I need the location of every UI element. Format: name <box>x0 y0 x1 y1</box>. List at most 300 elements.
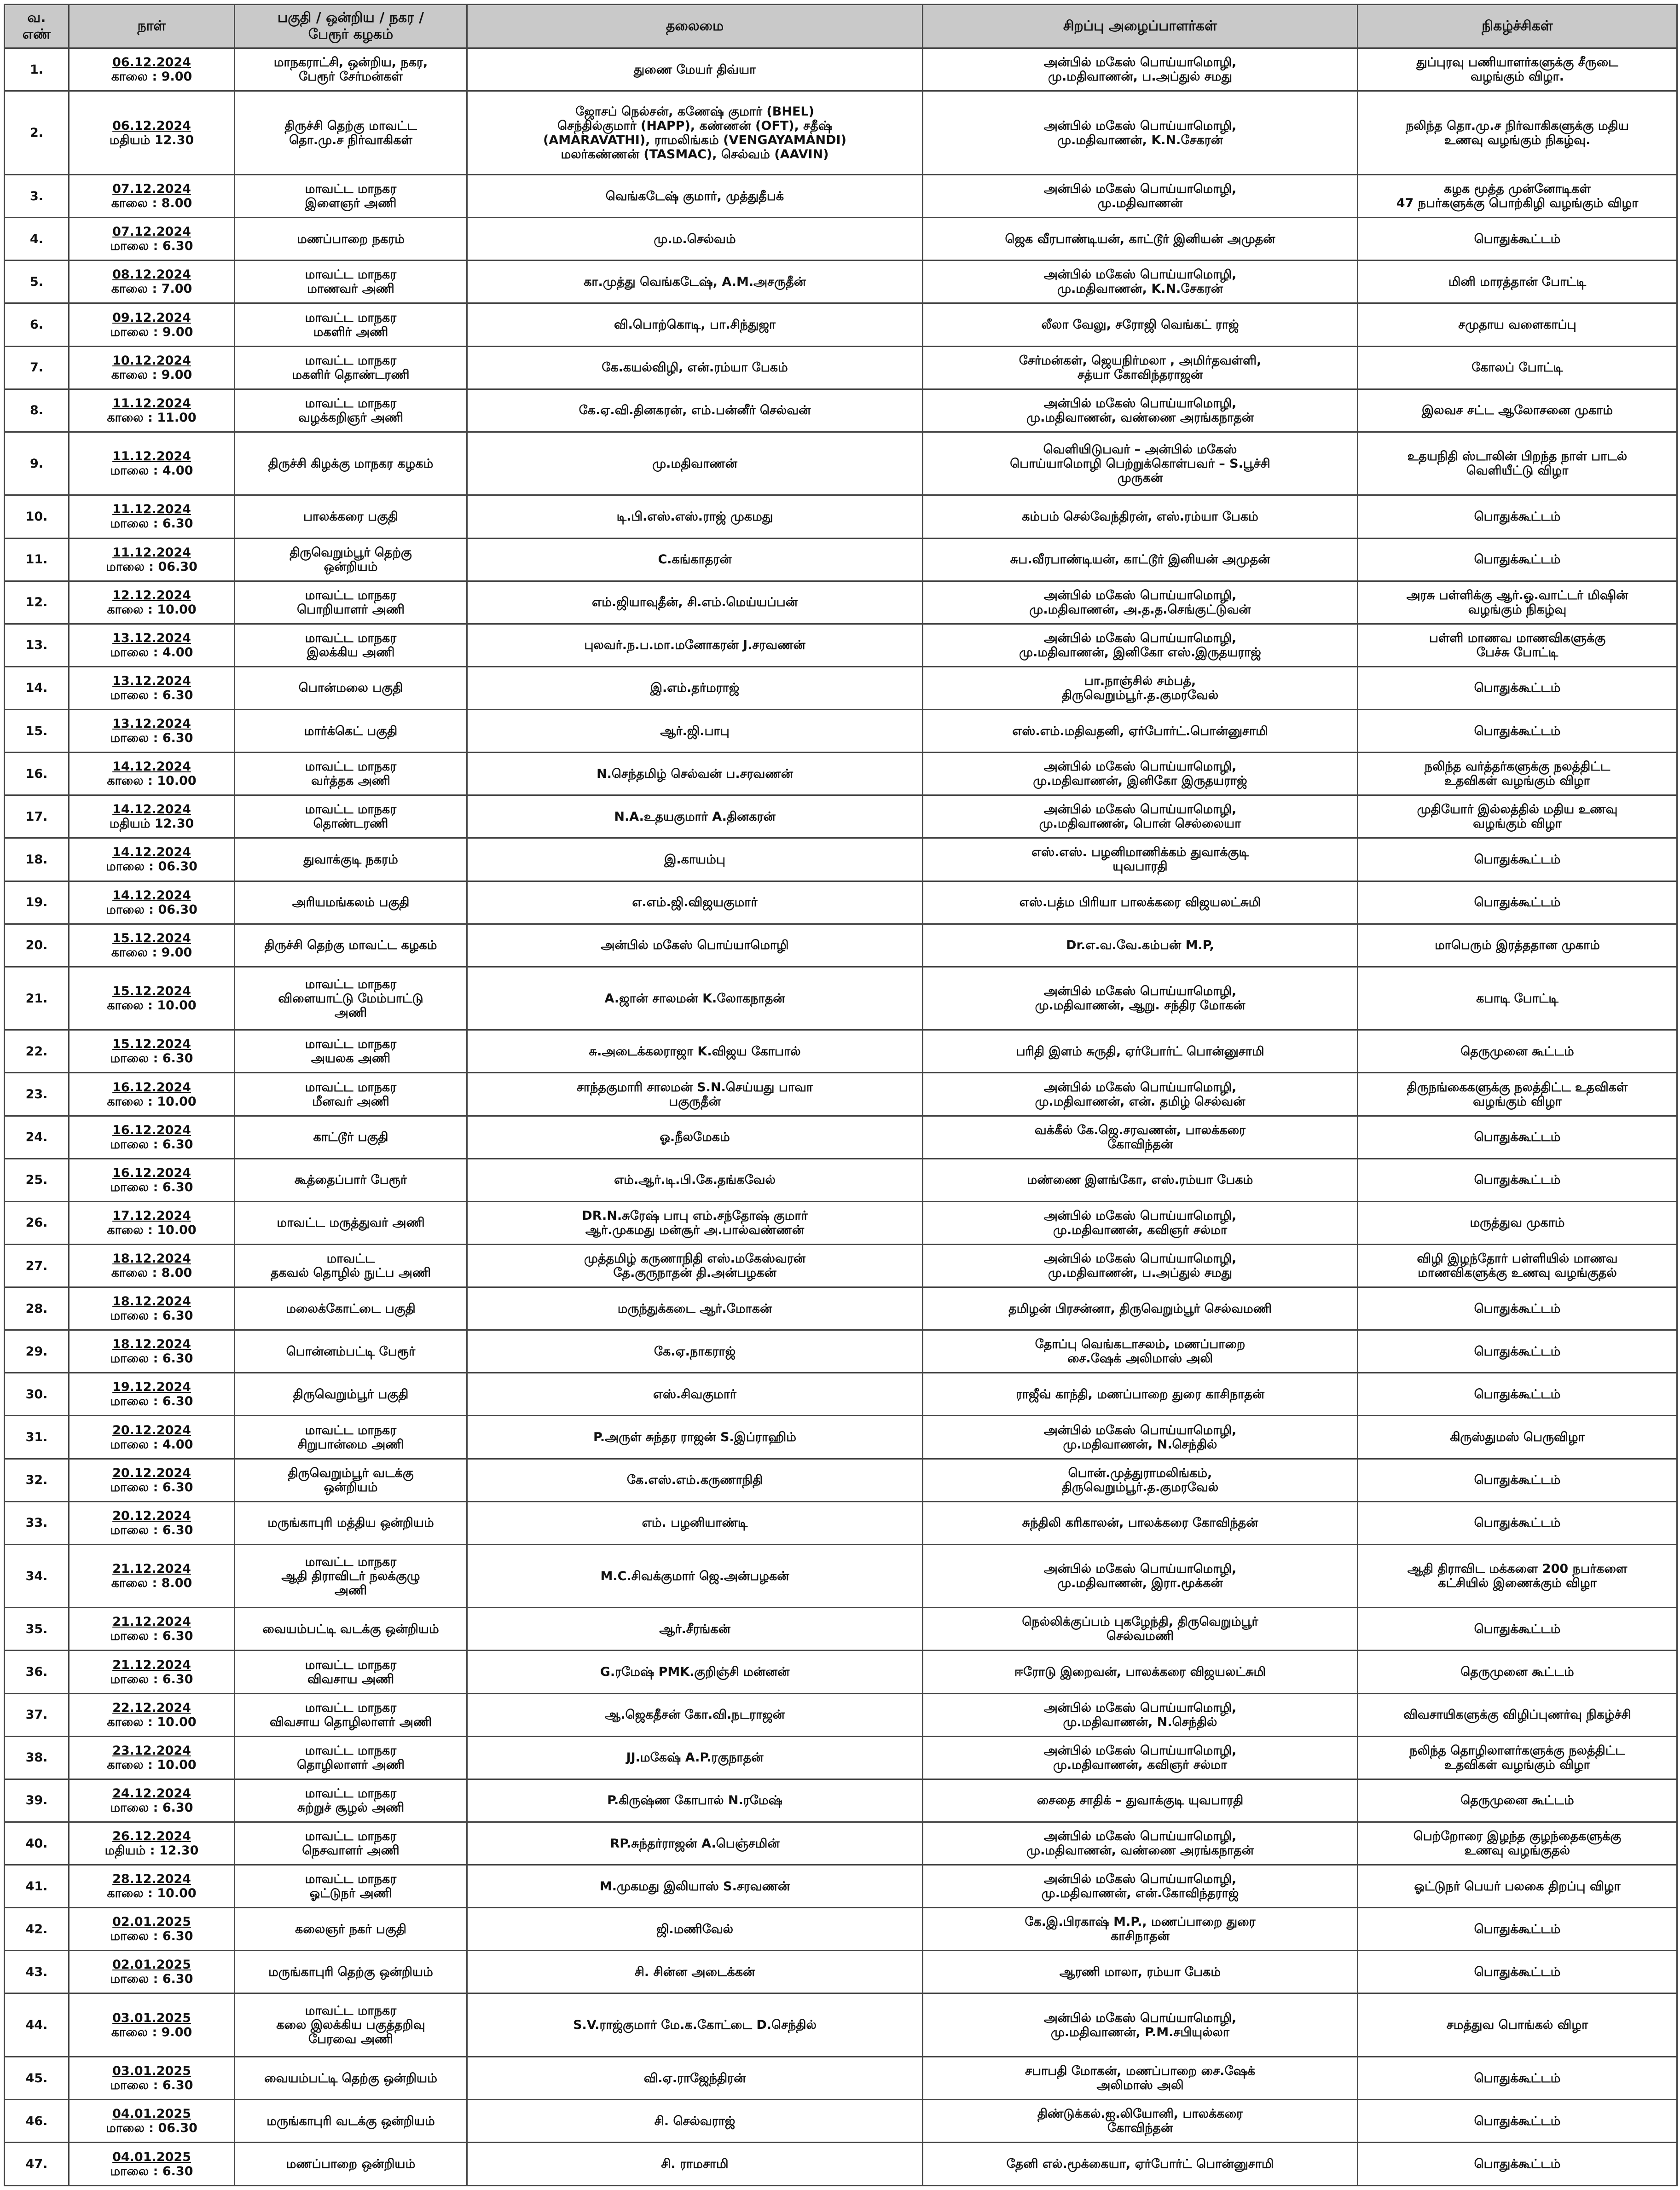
cell-special-guests <box>923 1030 1358 1073</box>
text-line: மாநகராட்சி, ஒன்றிய, நகர, <box>273 55 428 70</box>
cell-date-time <box>69 1073 235 1116</box>
cell-text <box>1363 449 1672 478</box>
text-line: மாலை : 6.30 <box>110 516 193 531</box>
text-line: பொறியாளர் அணி <box>297 602 405 617</box>
cell-text <box>10 1879 64 1894</box>
cell-text <box>1363 1562 1672 1590</box>
text-line: விவசாயிகளுக்கு விழிப்புணர்வு நிகழ்ச்சி <box>1403 1708 1631 1722</box>
cell-text <box>10 595 64 609</box>
header-date <box>69 5 235 48</box>
cell-special-guests <box>923 1287 1358 1330</box>
text-line: பரிதி இளம் சுருதி, ஏர்போர்ட் பொன்னுசாமி <box>1016 1044 1264 1059</box>
cell-date-time <box>69 261 235 303</box>
text-line: பகுதி / ஒன்றிய / நகர / <box>277 10 424 26</box>
cell-text <box>472 1922 917 1936</box>
text-line: மாவட்ட மாநகர <box>305 1037 397 1052</box>
cell-date-time <box>69 924 235 967</box>
text-line: 30. <box>25 1387 48 1402</box>
cell-text <box>1363 2157 1672 2171</box>
cell-event <box>1358 1459 1677 1501</box>
cell-text <box>928 724 1352 738</box>
cell-event <box>1358 624 1677 666</box>
text-line: லீலா வேலு, சரோஜி வெங்கட் ராஜ் <box>1041 318 1239 332</box>
text-line: அணி <box>334 1583 367 1598</box>
cell-text <box>472 810 917 824</box>
cell-text <box>1363 1080 1672 1109</box>
cell-area <box>235 1993 467 2057</box>
cell-text <box>928 182 1352 210</box>
cell-serial-number <box>5 1116 69 1159</box>
text-line: மருங்காபுரி வடக்கு ஒன்றியம் <box>266 2114 435 2128</box>
text-line: பொதுக்கூட்டம் <box>1474 1130 1561 1145</box>
text-line: 24.12.2024 <box>112 1786 191 1801</box>
cell-serial-number <box>5 1244 69 1287</box>
text-line: உதவிகள் வழங்கும் விழா <box>1444 1757 1590 1772</box>
cell-date-time <box>69 2057 235 2100</box>
cell-text <box>928 938 1352 952</box>
cell-text <box>10 275 64 289</box>
cell-event <box>1358 432 1677 495</box>
text-line: 47 நபர்களுக்கு பொற்கிழி வழங்கும் விழா <box>1396 196 1639 211</box>
text-line: தே.குருநாதன் தி.அன்பழகன் <box>613 1266 776 1280</box>
table-row <box>5 666 1677 709</box>
text-line: 03.01.2025 <box>112 2064 191 2079</box>
cell-text <box>10 1965 64 1979</box>
text-line: இ.எம்.தர்மராஜ் <box>650 681 740 695</box>
text-line: 20.12.2024 <box>112 1423 191 1437</box>
text-line: ராஜீவ் காந்தி, மணப்பாறை துரை காசிநாதன் <box>1015 1387 1265 1402</box>
cell-serial-number <box>5 795 69 838</box>
cell-text <box>472 275 917 289</box>
cell-text <box>472 1130 917 1144</box>
cell-special-guests <box>923 924 1358 967</box>
cell-text <box>1363 1793 1672 1808</box>
text-line: ஆர்.ஜி.பாபு <box>660 724 730 738</box>
cell-text <box>74 1829 229 1858</box>
cell-text <box>10 1302 64 1316</box>
text-line: மாலை : 06.30 <box>106 902 197 917</box>
cell-special-guests <box>923 1373 1358 1416</box>
text-line: தொண்டரணி <box>313 817 388 831</box>
text-line: மு.மதிவாணன், வண்ணை அரங்கநாதன் <box>1026 410 1254 425</box>
cell-text <box>10 126 64 140</box>
cell-text <box>74 1915 229 1943</box>
cell-text <box>10 1837 64 1851</box>
cell-text <box>1363 1344 1672 1359</box>
cell-date-time <box>69 389 235 432</box>
cell-event <box>1358 1544 1677 1608</box>
cell-serial-number <box>5 1330 69 1373</box>
text-line: சி. சின்ன அடைக்கன் <box>634 1964 755 1979</box>
cell-event <box>1358 666 1677 709</box>
text-line: மு.ம.செல்வம் <box>654 232 736 246</box>
text-line: பொதுக்கூட்டம் <box>1474 2157 1561 2172</box>
cell-text <box>240 1302 462 1316</box>
cell-chair <box>467 710 923 753</box>
cell-area <box>235 2057 467 2100</box>
table-row <box>5 1736 1677 1779</box>
cell-text <box>472 104 917 162</box>
cell-text <box>240 1423 462 1452</box>
cell-serial-number <box>5 48 69 91</box>
text-line: மாலை : 6.30 <box>110 1180 193 1194</box>
text-line: மாலை : 4.00 <box>110 645 193 660</box>
text-line: மதியம் 12.30 <box>109 133 194 147</box>
table-row <box>5 1459 1677 1501</box>
cell-text <box>1363 1965 1672 1979</box>
text-line: அன்பில் மகேஸ் பொய்யாமொழி, <box>1043 2010 1237 2025</box>
cell-text <box>240 1922 462 1936</box>
cell-text <box>74 2011 229 2039</box>
text-line: மு.மதிவாணன், K.N.சேகரன் <box>1057 133 1223 147</box>
cell-chair <box>467 795 923 838</box>
cell-text <box>1363 631 1672 660</box>
table-row <box>5 1544 1677 1608</box>
text-line: தொழிலாளர் அணி <box>297 1757 405 1772</box>
cell-text <box>472 895 917 910</box>
cell-text <box>240 1872 462 1900</box>
text-line: பொதுக்கூட்டம் <box>1474 1387 1561 1402</box>
text-line: 1. <box>29 62 44 77</box>
text-line: 19. <box>25 895 48 910</box>
cell-area <box>235 1459 467 1501</box>
text-line: N.செந்தமிழ் செல்வன் ப.சரவணன் <box>597 766 793 781</box>
cell-text <box>472 189 917 203</box>
cell-text <box>240 1080 462 1109</box>
text-line: 19.12.2024 <box>112 1380 191 1395</box>
cell-date-time <box>69 1287 235 1330</box>
text-line: சுப.வீரபாண்டியன், காட்டூர் இனியன் அமுதன் <box>1010 552 1270 567</box>
cell-text <box>10 991 64 1006</box>
cell-text <box>10 1087 64 1101</box>
cell-serial-number <box>5 261 69 303</box>
cell-serial-number <box>5 1908 69 1951</box>
text-line: மாலை : 6.30 <box>110 2078 193 2093</box>
table-row <box>5 624 1677 666</box>
cell-text <box>74 1294 229 1323</box>
text-line: 36. <box>25 1665 48 1680</box>
text-line: பொதுக்கூட்டம் <box>1474 724 1561 738</box>
text-line: டி.பி.எஸ்.எஸ்.ராஜ் முகமது <box>616 509 773 524</box>
cell-area <box>235 1651 467 1693</box>
cell-text <box>74 717 229 745</box>
text-line: 18. <box>25 852 48 867</box>
cell-date-time <box>69 1951 235 1993</box>
cell-event <box>1358 924 1677 967</box>
cell-text <box>928 1209 1352 1237</box>
text-line: காலை : 9.00 <box>111 70 192 84</box>
text-line: அன்பில் மகேஸ் பொய்யாமொழி, <box>1043 1208 1237 1223</box>
text-line: கா.முத்து வெங்கடேஷ், A.M.அசருதீன் <box>584 274 806 289</box>
text-line: சை.ஷேக் அலிமாஸ் அலி <box>1067 1351 1213 1366</box>
cell-text <box>928 353 1352 382</box>
cell-special-guests <box>923 261 1358 303</box>
cell-special-guests <box>923 1501 1358 1544</box>
text-line: வ. <box>27 10 46 26</box>
cell-text <box>472 1708 917 1722</box>
text-line: ஆதி திராவிட மக்களை 200 நபர்களை <box>1407 1562 1628 1576</box>
text-line: மு.மதிவாணன், இனிகோ எஸ்.இருதயராஜ் <box>1019 645 1261 660</box>
cell-text <box>472 1879 917 1894</box>
cell-date-time <box>69 1651 235 1693</box>
cell-special-guests <box>923 218 1358 261</box>
cell-text <box>74 984 229 1013</box>
table-row <box>5 389 1677 432</box>
text-line: 42. <box>25 1922 48 1936</box>
text-line: 18.12.2024 <box>112 1337 191 1352</box>
cell-text <box>240 1658 462 1686</box>
cell-text <box>1363 759 1672 788</box>
cell-text <box>10 403 64 417</box>
text-line: 34. <box>25 1569 48 1583</box>
cell-text <box>74 449 229 478</box>
cell-text <box>472 1344 917 1359</box>
header-label <box>472 18 917 35</box>
cell-date-time <box>69 753 235 795</box>
cell-serial-number <box>5 218 69 261</box>
text-line: 46. <box>25 2114 48 2128</box>
cell-date-time <box>69 710 235 753</box>
text-line: பொதுக்கூட்டம் <box>1474 232 1561 246</box>
cell-chair <box>467 175 923 218</box>
cell-text <box>1363 1665 1672 1679</box>
cell-text <box>10 552 64 567</box>
text-line: யுவபாரதி <box>1112 859 1168 874</box>
header-area <box>235 5 467 48</box>
table-row <box>5 924 1677 967</box>
header-label <box>240 10 462 43</box>
text-line: பொன்மலை பகுதி <box>298 681 403 695</box>
text-line: கலை இலக்கிய பகுத்தறிவு <box>276 2018 425 2033</box>
cell-text <box>10 852 64 867</box>
cell-chair <box>467 1116 923 1159</box>
cell-text <box>240 510 462 524</box>
text-line: மாலை : 6.30 <box>110 1672 193 1686</box>
cell-text <box>1363 360 1672 375</box>
text-line: சிறப்பு அழைப்பாளர்கள் <box>1063 18 1217 34</box>
cell-chair <box>467 1073 923 1116</box>
text-line: வழங்கும் நிகழ்வு <box>1468 602 1567 617</box>
cell-serial-number <box>5 624 69 666</box>
text-line: தெருமுனை கூட்டம் <box>1460 1665 1574 1680</box>
cell-serial-number <box>5 389 69 432</box>
cell-special-guests <box>923 1201 1358 1244</box>
cell-serial-number <box>5 1736 69 1779</box>
cell-text <box>74 888 229 917</box>
text-line: மார்க்கெட் பகுதி <box>304 724 398 738</box>
cell-event <box>1358 1330 1677 1373</box>
cell-date-time <box>69 1030 235 1073</box>
text-line: விழி இழந்தோர் பள்ளியில் மாணவ <box>1417 1251 1618 1266</box>
cell-chair <box>467 91 923 175</box>
text-line: மாலை : 6.30 <box>110 1480 193 1495</box>
cell-serial-number <box>5 1373 69 1416</box>
cell-text <box>240 1965 462 1979</box>
text-line: 02.01.2025 <box>112 1958 191 1972</box>
cell-text <box>10 2157 64 2171</box>
text-line: மாலை : 6.30 <box>110 1800 193 1815</box>
cell-text <box>928 1829 1352 1858</box>
cell-chair <box>467 261 923 303</box>
cell-text <box>928 442 1352 485</box>
text-line: காலை : 8.00 <box>111 196 192 211</box>
cell-event <box>1358 1287 1677 1330</box>
cell-date-time <box>69 1116 235 1159</box>
text-line: எம். பழனியாண்டி <box>642 1516 748 1530</box>
cell-date-time <box>69 1779 235 1822</box>
cell-text <box>74 1380 229 1408</box>
cell-text <box>928 1615 1352 1643</box>
cell-text <box>1363 588 1672 617</box>
cell-event <box>1358 495 1677 538</box>
text-line: உணவு வழங்கும் நிகழ்வு. <box>1444 133 1591 147</box>
text-line: மாவட்ட மாநகர <box>305 1657 397 1672</box>
cell-text <box>240 119 462 147</box>
text-line: 13.12.2024 <box>112 673 191 688</box>
text-line: 33. <box>25 1516 48 1530</box>
text-line: பேரூர் சேர்மன்கள் <box>299 70 403 84</box>
cell-serial-number <box>5 710 69 753</box>
text-line: மாலை : 06.30 <box>106 2121 197 2136</box>
text-line: N.A.உதயகுமார் A.தினகரன் <box>614 809 776 824</box>
cell-text <box>10 938 64 952</box>
text-line: ஆ.ஜெகதீசன் கோ.வி.நடராஜன் <box>605 1708 785 1722</box>
cell-chair <box>467 967 923 1030</box>
cell-text <box>928 1423 1352 1452</box>
cell-text <box>472 1837 917 1851</box>
text-line: காலை : 10.00 <box>107 1094 197 1109</box>
text-line: நாள் <box>137 18 166 34</box>
cell-chair <box>467 924 923 967</box>
text-line: கே.ஏ.வி.தினகரன், எம்.பன்னீர் செல்வன் <box>579 403 811 418</box>
cell-special-guests <box>923 1822 1358 1865</box>
text-line: சுந்திலி கரிகாலன், பாலக்கரை கோவிந்தன் <box>1022 1516 1258 1530</box>
text-line: தமிழன் பிரசன்னா, திருவெறும்பூர் செல்வமணி <box>1008 1301 1272 1316</box>
cell-chair <box>467 1993 923 2057</box>
cell-text <box>10 1793 64 1808</box>
text-line: மாவட்ட மாநகர <box>305 588 397 603</box>
text-line: கலைஞர் நகர் பகுதி <box>295 1922 406 1936</box>
cell-event <box>1358 261 1677 303</box>
text-line: அன்பில் மகேஸ் பொய்யாமொழி, <box>1043 984 1237 999</box>
text-line: 11.12.2024 <box>112 545 191 560</box>
text-line: C.கங்காதரன் <box>658 552 732 567</box>
cell-text <box>10 232 64 246</box>
cell-chair <box>467 1416 923 1459</box>
cell-serial-number <box>5 1865 69 1908</box>
text-line: அன்பில் மகேஸ் பொய்யாமொழி, <box>1043 588 1237 603</box>
cell-event <box>1358 581 1677 624</box>
cell-text <box>928 1123 1352 1152</box>
header-serial-number <box>5 5 69 48</box>
cell-text <box>74 1209 229 1237</box>
text-line: வழங்கும் விழா. <box>1471 70 1564 84</box>
cell-text <box>472 1387 917 1402</box>
table-row <box>5 91 1677 175</box>
cell-text <box>472 1302 917 1316</box>
cell-event <box>1358 1159 1677 1201</box>
cell-special-guests <box>923 967 1358 1030</box>
cell-area <box>235 1736 467 1779</box>
cell-area <box>235 1416 467 1459</box>
text-line: M.முகமது இலியாஸ் S.சரவணன் <box>599 1879 790 1894</box>
cell-text <box>240 631 462 660</box>
cell-event <box>1358 795 1677 838</box>
text-line: பொதுக்கூட்டம் <box>1474 1301 1561 1316</box>
cell-special-guests <box>923 91 1358 175</box>
text-line: 37. <box>25 1708 48 1722</box>
cell-special-guests <box>923 881 1358 924</box>
cell-text <box>74 545 229 574</box>
cell-date-time <box>69 1459 235 1501</box>
cell-text <box>74 1166 229 1194</box>
table-row <box>5 346 1677 389</box>
cell-area <box>235 175 467 218</box>
text-line: 14.12.2024 <box>112 802 191 817</box>
table-row <box>5 303 1677 346</box>
text-line: செந்தில்குமார் (HAPP), கண்ணன் (OFT), சதீஷ் <box>557 118 832 133</box>
text-line: மாலை : 06.30 <box>106 559 197 574</box>
cell-event <box>1358 48 1677 91</box>
cell-text <box>240 1516 462 1530</box>
cell-text <box>10 724 64 738</box>
table-row <box>5 2057 1677 2100</box>
text-line: மகளிர் அணி <box>313 324 388 339</box>
text-line: திருச்சி கிழக்கு மாநகர கழகம் <box>268 456 434 471</box>
cell-area <box>235 838 467 881</box>
cell-serial-number <box>5 1693 69 1736</box>
text-line: மருந்துக்கடை ஆர்.மோகன் <box>617 1301 772 1316</box>
text-line: மாவட்ட மாநகர <box>305 1872 397 1887</box>
text-line: துவாக்குடி நகரம் <box>303 852 398 867</box>
text-line: வையம்பட்டி வடக்கு ஒன்றியம் <box>262 1622 439 1636</box>
cell-event <box>1358 303 1677 346</box>
cell-text <box>928 1665 1352 1679</box>
cell-text <box>10 457 64 471</box>
text-line: திருவெறும்பூர் தெற்கு <box>290 545 412 560</box>
text-line: சாந்தகுமாரி சாலமன் S.N.செய்யது பாவா <box>576 1080 813 1095</box>
text-line: மாணவர் அணி <box>307 282 394 296</box>
table-row <box>5 261 1677 303</box>
text-line: ஜி.மணிவேல் <box>656 1922 733 1936</box>
text-line: முருகன் <box>1117 470 1163 485</box>
text-line: சமுதாய வளைகாப்பு <box>1458 318 1576 332</box>
text-line: 07.12.2024 <box>112 225 191 239</box>
text-line: மாவட்ட மாநகர <box>305 396 397 411</box>
text-line: விவசாய தொழிலாளர் அணி <box>269 1715 432 1729</box>
cell-text <box>240 1387 462 1402</box>
text-line: 21. <box>25 991 48 1006</box>
cell-text <box>928 759 1352 788</box>
text-line: திருவெறும்பூர் பகுதி <box>293 1387 409 1402</box>
text-line: சி. செல்வராஜ் <box>654 2114 736 2128</box>
cell-text <box>928 1516 1352 1530</box>
cell-text <box>472 552 917 567</box>
cell-text <box>928 1387 1352 1402</box>
cell-text <box>74 2064 229 2092</box>
header-row <box>5 5 1677 48</box>
text-line: 12.12.2024 <box>112 588 191 603</box>
text-line: சைதை சாதிக் – துவாக்குடி யுவபாரதி <box>1037 1793 1244 1808</box>
cell-text <box>472 2157 917 2171</box>
text-line: ஆர்.முகமது மன்சூர் அ.பால்வண்ணன் <box>585 1222 805 1237</box>
cell-date-time <box>69 48 235 91</box>
cell-chair <box>467 1736 923 1779</box>
cell-event <box>1358 91 1677 175</box>
cell-event <box>1358 1822 1677 1865</box>
cell-text <box>74 1658 229 1686</box>
text-line: பொன்.முத்துராமலிங்கம், <box>1068 1466 1212 1480</box>
